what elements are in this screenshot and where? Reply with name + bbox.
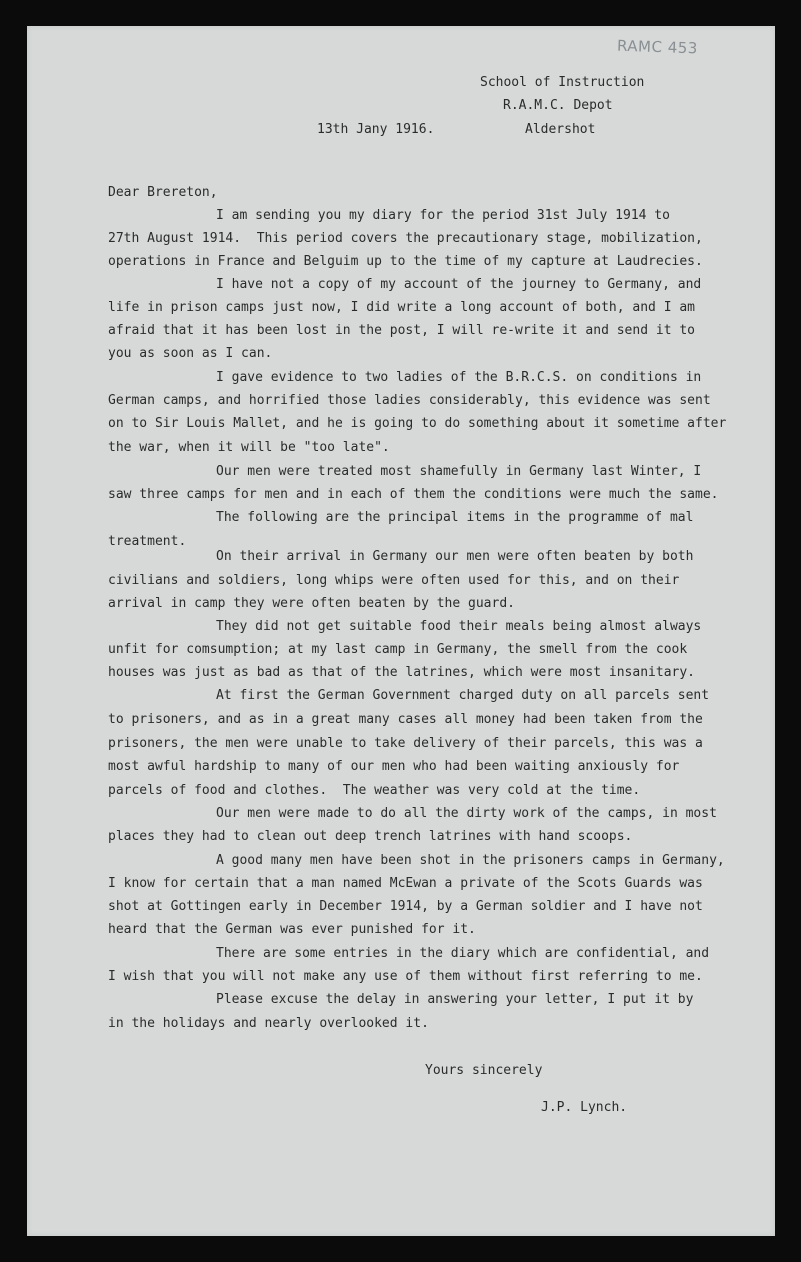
body-line: civilians and soldiers, long whips were often used for this, and on their bbox=[108, 573, 680, 588]
body-line: most awful hardship to many of our men who had been waiting anxiously for bbox=[108, 759, 680, 774]
body-line: There are some entries in the diary which are confidential, and bbox=[216, 946, 710, 961]
body-line: I am sending you my diary for the period 31st July 1914 to bbox=[216, 208, 670, 223]
body-line: life in prison camps just now, I did write a long account of both, and I am bbox=[108, 300, 695, 315]
body-line: arrival in camp they were often beaten by the guard. bbox=[108, 596, 515, 611]
address-line-3: Aldershot bbox=[525, 122, 596, 137]
body-line: saw three camps for men and in each of them the conditions were much the same. bbox=[108, 487, 719, 502]
body-line: unfit for comsumption; at my last camp in Germany, the smell from the cook bbox=[108, 642, 688, 657]
body-line: heard that the German was ever punished for it. bbox=[108, 922, 476, 937]
body-line: operations in France and Belguim up to the time of my capture at Laudrecies. bbox=[108, 254, 703, 269]
body-line: treatment. bbox=[108, 534, 187, 549]
body-line: shot at Gottingen early in December 1914, by a German soldier and I have not bbox=[108, 899, 703, 914]
body-line: A good many men have been shot in the prisoners camps in Germany, bbox=[216, 853, 725, 868]
closing: Yours sincerely bbox=[425, 1063, 543, 1078]
body-line: 27th August 1914. This period covers the precautionary stage, mobilization, bbox=[108, 231, 703, 246]
body-line: I wish that you will not make any use of them without first referring to me. bbox=[108, 969, 703, 984]
body-line: Our men were made to do all the dirty work of the camps, in most bbox=[216, 806, 717, 821]
body-line: They did not get suitable food their meals being almost always bbox=[216, 619, 702, 634]
letter-date: 13th Jany 1916. bbox=[317, 122, 435, 137]
body-line: Our men were treated most shamefully in Germany last Winter, I bbox=[216, 464, 702, 479]
address-line-1: School of Instruction bbox=[480, 75, 645, 90]
body-line: places they had to clean out deep trench latrines with hand scoops. bbox=[108, 829, 633, 844]
body-line: houses was just as bad as that of the latrines, which were most insanitary. bbox=[108, 665, 695, 680]
body-line: I gave evidence to two ladies of the B.R.C.S. on conditions in bbox=[216, 370, 702, 385]
body-line: The following are the principal items in the programme of mal bbox=[216, 510, 694, 525]
archive-reference: RAMC 453 bbox=[616, 36, 699, 58]
body-line: I have not a copy of my account of the journey to Germany, and bbox=[216, 277, 702, 292]
body-line: German camps, and horrified those ladies considerably, this evidence was sent bbox=[108, 393, 711, 408]
body-line: On their arrival in Germany our men were often beaten by both bbox=[216, 549, 694, 564]
signature: J.P. Lynch. bbox=[541, 1100, 628, 1115]
body-line: I know for certain that a man named McEwan a private of the Scots Guards was bbox=[108, 876, 703, 891]
body-line: in the holidays and nearly overlooked it. bbox=[108, 1016, 429, 1031]
body-line: prisoners, the men were unable to take delivery of their parcels, this was a bbox=[108, 736, 703, 751]
address-line-2: R.A.M.C. Depot bbox=[503, 98, 613, 113]
body-line: to prisoners, and as in a great many cases all money had been taken from the bbox=[108, 712, 703, 727]
body-line: At first the German Government charged duty on all parcels sent bbox=[216, 688, 710, 703]
salutation: Dear Brereton, bbox=[108, 185, 218, 200]
body-line: on to Sir Louis Mallet, and he is going to do something about it sometime after bbox=[108, 416, 727, 431]
body-line: afraid that it has been lost in the post, I will re-write it and send it to bbox=[108, 323, 695, 338]
body-line: parcels of food and clothes. The weather was very cold at the time. bbox=[108, 783, 641, 798]
body-line: the war, when it will be "too late". bbox=[108, 440, 390, 455]
body-line: you as soon as I can. bbox=[108, 346, 273, 361]
body-line: Please excuse the delay in answering your letter, I put it by bbox=[216, 992, 694, 1007]
